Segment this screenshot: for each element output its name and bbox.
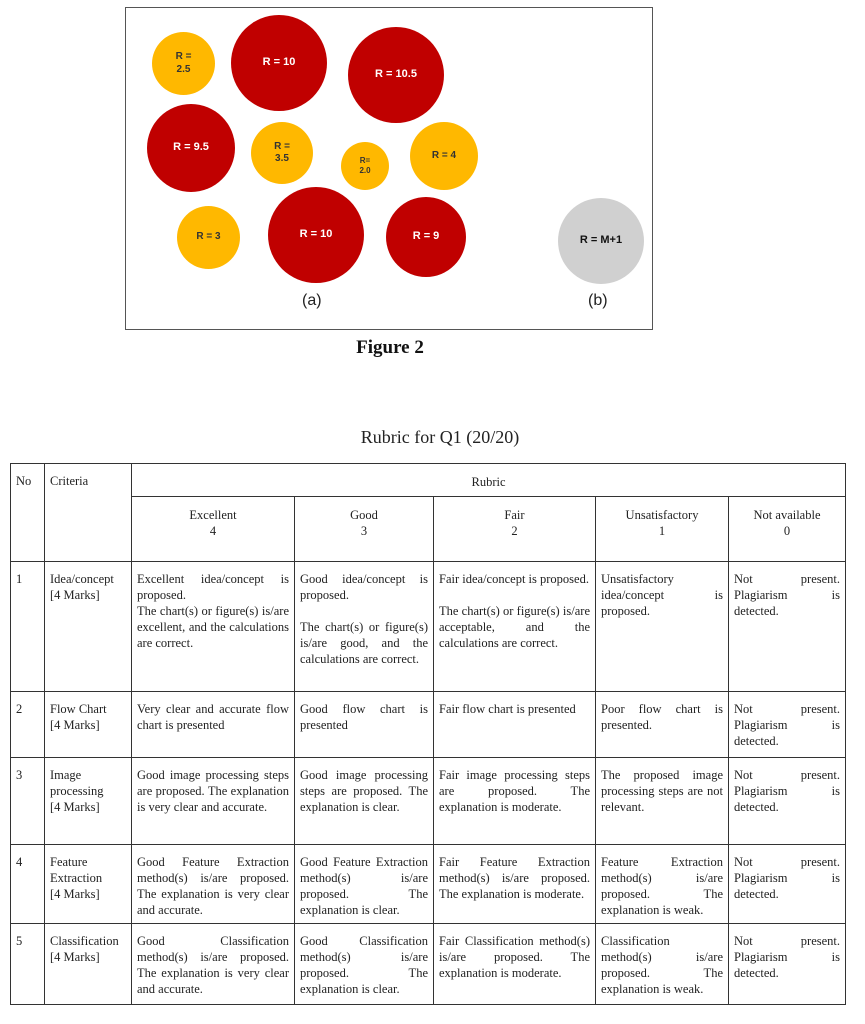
row-criteria [45,758,132,845]
rubric-text: The chart(s) or figure(s) is/are acceptable, and the calculations are correct. [439,604,590,650]
rubric-text: Not present. Plagiarism is detected. [734,572,841,618]
table-row [11,845,846,924]
row-criteria [45,924,132,1005]
rubric-title: Rubric for Q1 (20/20) [360,427,520,447]
level-score: 4 [209,524,217,538]
rubric-text: Fair flow chart is presented [439,702,576,716]
criteria-name: Idea/concept [50,572,114,586]
rubric-text: Good Classification method(s) is/are proposed. The explanation is very clear and accurate. [137,934,289,996]
level-name: Unsatisfactory [625,508,699,522]
rubric-cell-fair [434,924,596,1005]
rubric-text: Good Feature Extraction method(s) is/are proposed. The explanation is very clear and accurate. [137,855,289,917]
paragraph-gap [300,603,428,619]
rubric-text: Good image processing steps are proposed. The explanation is very clear and accurate. [137,768,289,814]
level-score: 0 [783,524,791,538]
row-number: 4 [11,845,45,924]
rubric-cell-good [295,845,434,924]
level-name: Excellent [189,508,237,522]
criteria-marks: [4 Marks] [50,887,100,901]
level-score: 2 [511,524,518,538]
rubric-text: Good idea/concept is proposed. [300,572,428,602]
rubric-text: Excellent idea/concept is proposed. [137,572,289,602]
rubric-text: Fair Classification method(s) is/are proposed. The explanation is moderate. [439,934,590,980]
table-levels-row [11,497,846,562]
table-row [11,758,846,845]
circle-r-10-5: R = 10.5 [348,27,444,123]
level-name: Not available [753,508,821,522]
rubric-text: Fair Feature Extraction method(s) is/are proposed. The explanation is moderate. [439,855,590,901]
rubric-cell-excellent [132,845,295,924]
level-good [295,497,434,562]
table-row [11,562,846,692]
circle-r-m-plus-1: R = M+1 [558,198,644,284]
rubric-cell-good [295,924,434,1005]
header-criteria: Criteria [45,464,132,562]
rubric-text: Poor flow chart is presented. [601,702,723,732]
criteria-name: Feature Extraction [50,855,103,885]
rubric-text: Feature Extraction method(s) is/are proposed. The explanation is weak. [601,855,723,917]
criteria-marks: [4 Marks] [50,800,100,814]
level-fair [434,497,596,562]
rubric-text: Not present. Plagiarism is detected. [734,768,841,814]
level-name: Fair [504,508,525,522]
circle-r-9: R = 9 [386,197,466,277]
rubric-text: Classification method(s) is/are proposed. The explanation is weak. [601,934,723,996]
criteria-name: Classification [50,934,119,948]
table-row [11,692,846,758]
rubric-cell-excellent [132,692,295,758]
rubric-body [11,562,846,1005]
rubric-cell-fair [434,692,596,758]
circle-r-9-5: R = 9.5 [147,104,235,192]
figure-label-b: (b) [588,292,608,309]
criteria-marks: [4 Marks] [50,950,100,964]
rubric-cell-not-available [729,692,846,758]
criteria-name: Flow Chart [50,702,107,716]
rubric-text: Good Feature Extraction method(s) is/are proposed. The explanation is clear. [300,855,428,917]
circle-r-4: R = 4 [410,122,478,190]
rubric-text: Not present. Plagiarism is detected. [734,855,841,901]
rubric-text: Unsatisfactory idea/concept is proposed. [601,572,723,618]
rubric-cell-unsatisfactory [596,692,729,758]
circle-r-10-top: R = 10 [231,15,327,111]
header-rubric: Rubric [132,464,846,497]
circle-r-10-bottom: R = 10 [268,187,364,283]
rubric-text: The proposed image processing steps are not relevant. [601,768,723,814]
level-name: Good [350,508,378,522]
table-row [11,924,846,1005]
row-criteria [45,692,132,758]
circle-r-2-0: R= 2.0 [341,142,389,190]
rubric-cell-excellent [132,562,295,692]
rubric-cell-not-available [729,562,846,692]
circle-r-2-5: R = 2.5 [152,32,215,95]
criteria-marks: [4 Marks] [50,588,100,602]
rubric-text: Very clear and accurate flow chart is presented [137,702,289,732]
figure-label-a: (a) [302,292,322,309]
row-number: 5 [11,924,45,1005]
rubric-cell-fair [434,758,596,845]
figure-caption: Figure 2 [356,337,424,358]
rubric-cell-fair [434,845,596,924]
rubric-text: Good image processing steps are proposed. The explanation is clear. [300,768,428,814]
level-score: 1 [658,524,666,538]
level-score: 3 [360,524,368,538]
rubric-table [10,463,846,1005]
rubric-text: Not present. Plagiarism is detected. [734,934,841,980]
rubric-cell-excellent [132,758,295,845]
rubric-text: Good Classification method(s) is/are proposed. The explanation is clear. [300,934,428,996]
row-number: 2 [11,692,45,758]
rubric-cell-good [295,758,434,845]
rubric-text: The chart(s) or figure(s) is/are good, and the calculations are correct. [300,620,428,666]
rubric-text: Not present. Plagiarism is detected. [734,702,841,748]
rubric-cell-good [295,692,434,758]
circle-r-3-5: R = 3.5 [251,122,313,184]
rubric-text: Fair image processing steps are proposed. The explanation is moderate. [439,768,590,814]
rubric-cell-excellent [132,924,295,1005]
paragraph-gap [439,587,590,603]
figure-panel [125,7,653,330]
rubric-cell-fair [434,562,596,692]
row-number: 1 [11,562,45,692]
rubric-cell-unsatisfactory [596,758,729,845]
rubric-text: Fair idea/concept is proposed. [439,572,589,586]
rubric-cell-not-available [729,758,846,845]
row-criteria [45,562,132,692]
criteria-marks: [4 Marks] [50,718,100,732]
rubric-cell-unsatisfactory [596,562,729,692]
level-excellent [132,497,295,562]
level-not-available [729,497,846,562]
rubric-cell-unsatisfactory [596,924,729,1005]
rubric-cell-not-available [729,924,846,1005]
rubric-text: The chart(s) or figure(s) is/are excellent, and the calculations are correct. [137,604,289,650]
row-number: 3 [11,758,45,845]
header-no: No [11,464,45,562]
row-criteria [45,845,132,924]
criteria-name: Image processing [50,768,104,798]
circle-r-3: R = 3 [177,206,240,269]
table-header-row [11,464,846,497]
rubric-cell-good [295,562,434,692]
rubric-cell-unsatisfactory [596,845,729,924]
rubric-text: Good flow chart is presented [300,702,428,732]
rubric-cell-not-available [729,845,846,924]
level-unsatisfactory [596,497,729,562]
